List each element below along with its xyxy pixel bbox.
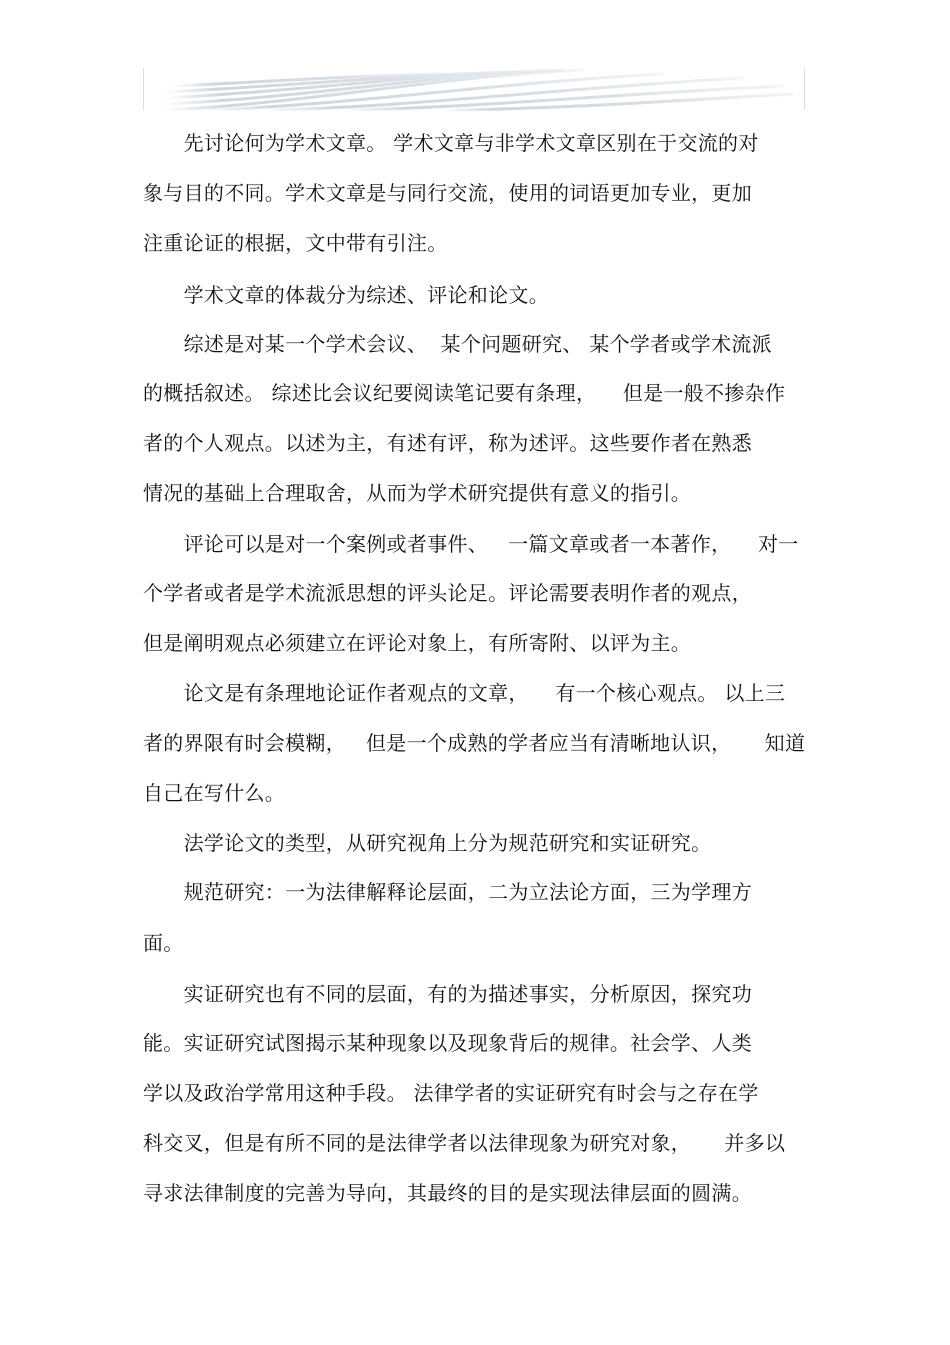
- text-line: 能。实证研究试图揭示某种现象以及现象背后的规律。社会学、人类: [143, 1031, 752, 1055]
- text-line: 先讨论何为学术文章。 学术文章与非学术文章区别在于交流的对: [143, 131, 759, 155]
- text-line: 寻求法律制度的完善为导向，其最终的目的是实现法律层面的圆满。: [143, 1181, 752, 1205]
- text-line: 论文是有条理地论证作者观点的文章， 有一个核心观点。 以上三: [143, 681, 786, 705]
- text-line: 面。: [143, 931, 184, 955]
- text-line: 规范研究：一为法律解释论层面，二为立法论方面，三为学理方: [143, 880, 752, 904]
- text-line: 但是阐明观点必须建立在评论对象上，有所寄附、以评为主。: [143, 631, 692, 655]
- text-line: 学术文章的体裁分为综述、评论和论文。: [143, 283, 549, 307]
- text-line: 实证研究也有不同的层面，有的为描述事实，分析原因，探究功: [143, 982, 752, 1006]
- header-wave-graphic: [143, 66, 805, 112]
- text-line: 者的个人观点。以述为主，有述有评，称为述评。这些要作者在熟悉: [143, 431, 752, 455]
- text-line: 注重论证的根据，文中带有引注。: [143, 231, 448, 255]
- text-line: 学以及政治学常用这种手段。 法律学者的实证研究有时会与之存在学: [143, 1081, 759, 1105]
- text-line: 法学论文的类型，从研究视角上分为规范研究和实证研究。: [143, 831, 712, 855]
- text-line: 的概括叙述。 综述比会议纪要阅读笔记要有条理， 但是一般不掺杂作: [143, 381, 786, 405]
- text-line: 者的界限有时会模糊， 但是一个成熟的学者应当有清晰地认识， 知道: [143, 731, 806, 755]
- text-line: 自己在写什么。: [143, 781, 286, 805]
- text-line: 象与目的不同。学术文章是与同行交流，使用的词语更加专业，更加: [143, 181, 752, 205]
- text-line: 个学者或者是学术流派思想的评头论足。评论需要表明作者的观点，: [143, 581, 752, 605]
- header-decoration: [143, 66, 805, 112]
- text-line: 科交叉，但是有所不同的是法律学者以法律现象为研究对象， 并多以: [143, 1131, 786, 1155]
- text-line: 情况的基础上合理取舍，从而为学术研究提供有意义的指引。: [143, 481, 692, 505]
- text-line: 评论可以是对一个案例或者事件、 一篇文章或者一本著作， 对一: [143, 532, 799, 556]
- text-line: 综述是对某一个学术会议、 某个问题研究、 某个学者或学术流派: [143, 332, 772, 356]
